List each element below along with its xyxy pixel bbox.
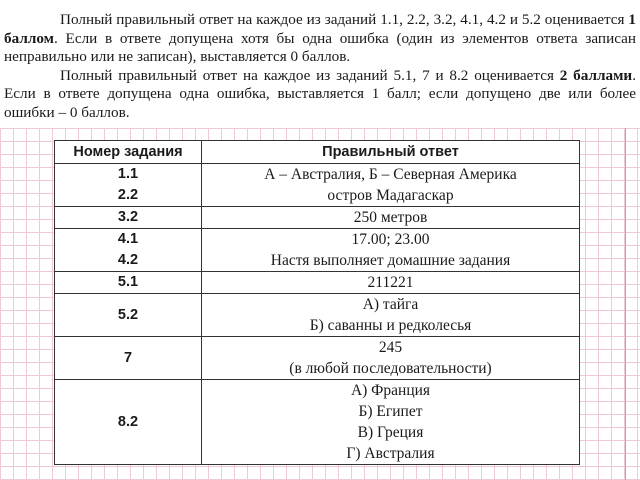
answer-text: Б) саванны и редколесья <box>309 317 472 334</box>
table-row <box>55 272 580 294</box>
table-row <box>55 337 580 380</box>
answer-cell <box>202 272 580 294</box>
p2-start-text: Полный правильный ответ на каждое из заданий 5.1, 7 и 8.2 оценивается <box>60 66 560 84</box>
p2-bold-text: 2 баллами <box>559 66 633 84</box>
answer-cell <box>202 380 580 465</box>
answer-text: 245 <box>378 339 403 356</box>
p2-end-text: . Если в ответе допущена одна ошибка, выставляется 1 балл; если допущено две или более ошибки – 0 баллов. <box>4 66 636 121</box>
task-number: 4.2 <box>117 252 139 268</box>
answer-text: 250 метров <box>353 209 428 226</box>
table-row <box>55 294 580 337</box>
answer-text: 17.00; 23.00 <box>351 231 430 248</box>
answer-text: А) тайга <box>362 296 419 313</box>
answer-cell <box>202 337 580 380</box>
task-number-cell <box>55 294 202 337</box>
paragraph-two-points <box>0 67 640 123</box>
task-number-cell <box>55 380 202 465</box>
answer-cell <box>202 294 580 337</box>
table-row <box>55 229 580 272</box>
task-number: 7 <box>123 349 133 366</box>
answer-text: остров Мадагаскар <box>327 187 454 204</box>
table-header-row <box>55 141 580 164</box>
task-number-cell <box>55 164 202 207</box>
task-number: 4.1 <box>117 231 139 247</box>
answer-text: Настя выполняет домашние задания <box>270 252 511 269</box>
task-number-cell <box>55 207 202 229</box>
p1-bold-text: 1 баллом <box>4 11 636 47</box>
task-number: 1.1 <box>117 166 139 182</box>
p1-end-text: . Если в ответе допущена хотя бы одна ошибка (один из элементов ответа записан неправильно или не записан), выставляется 0 баллов. <box>4 29 636 66</box>
task-number: 5.2 <box>117 306 139 323</box>
scoring-instructions <box>0 0 640 128</box>
task-number: 5.1 <box>117 274 139 290</box>
header-correct-answer: Правильный ответ <box>202 141 580 164</box>
table-row <box>55 164 580 207</box>
answer-text: (в любой последовательности) <box>289 360 492 377</box>
header-task-number: Номер задания <box>55 141 202 164</box>
paragraph-one-point <box>0 0 640 67</box>
task-number-cell <box>55 337 202 380</box>
p1-start-text: Полный правильный ответ на каждое из заданий 1.1, 2.2, 3.2, 4.1, 4.2 и 5.2 оценивается <box>60 11 629 28</box>
answer-text: Г) Австралия <box>346 445 435 462</box>
task-number: 8.2 <box>117 413 139 430</box>
answer-cell <box>202 164 580 207</box>
answer-text: А) Франция <box>350 382 431 399</box>
task-number-cell <box>55 229 202 272</box>
task-number-cell <box>55 272 202 294</box>
answers-table <box>54 140 580 465</box>
task-number: 2.2 <box>117 187 139 203</box>
answer-text: А – Австралия, Б – Северная Америка <box>264 166 517 183</box>
answer-text: Б) Египет <box>358 403 423 420</box>
answer-cell <box>202 229 580 272</box>
table-row <box>55 207 580 229</box>
task-number: 3.2 <box>117 209 139 225</box>
answer-text: 211221 <box>367 274 414 291</box>
answer-text: В) Греция <box>357 424 424 441</box>
answer-cell <box>202 207 580 229</box>
margin-line <box>625 128 626 480</box>
table-row <box>55 380 580 465</box>
